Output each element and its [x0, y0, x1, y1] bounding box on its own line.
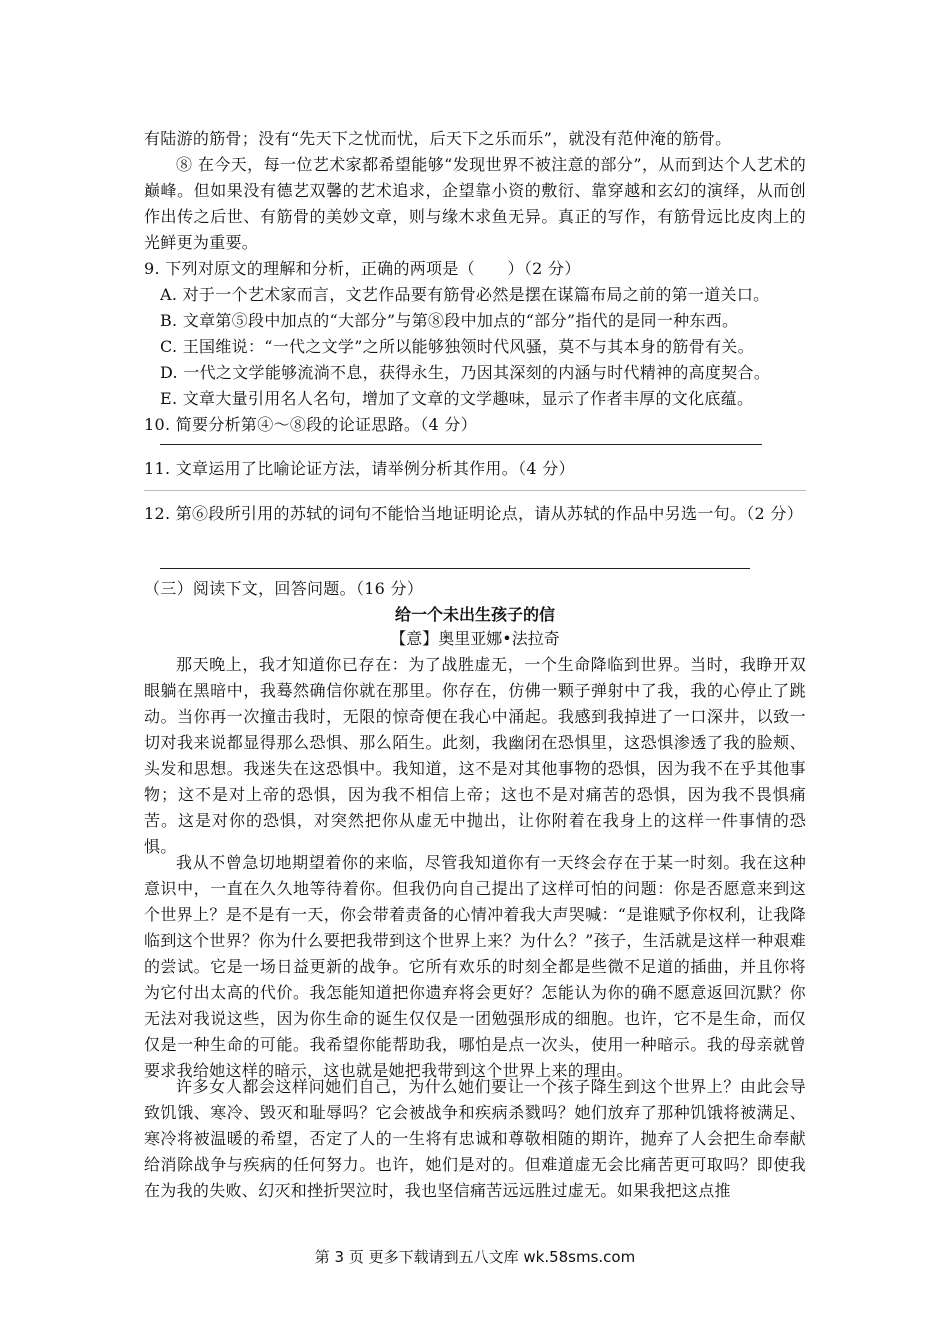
- article-paragraph-3: 许多女人都会这样问她们自己，为什么她们要让一个孩子降生到这个世界上？由此会导致饥饿、寒冷、毁灭和耻辱吗？它会被战争和疾病杀戮吗？她们放弃了那种饥饿将被满足、寒冷将被温暖的希望，否定了人的一生将有忠诚和尊敬相随的期许，抛弃了人会把生命奉献给消除战争与疾病的任何努力。也许，她们是对的。但难道虚无会比痛苦更可取吗？即使我在为我的失败、幻灭和挫折哭泣时，我也坚信痛苦远远胜过虚无。如果我把这点推: [144, 1077, 806, 1200]
- answer-line-q12: [160, 568, 750, 569]
- answer-line-q10: [160, 444, 762, 445]
- question-9: 9. 下列对原文的理解和分析，正确的两项是（ ）（2 分）: [144, 259, 581, 278]
- answer-line-q11: [144, 490, 806, 491]
- article-author: 【意】奥里亚娜•法拉奇: [390, 629, 560, 648]
- q9-option-a: A. 对于一个艺术家而言，文艺作品要有筋骨必然是摆在谋篇布局之前的第一道关口。: [160, 285, 770, 304]
- article-title: 给一个未出生孩子的信: [394, 605, 555, 624]
- question-10: 10. 简要分析第④～⑧段的论证思路。（4 分）: [144, 415, 477, 434]
- question-12: 12. 第⑥段所引用的苏轼的词句不能恰当地证明论点，请从苏轼的作品中另选一句。（2 分）: [144, 504, 803, 523]
- article-paragraph-2: 我从不曾急切地期望着你的来临，尽管我知道你有一天终会存在于某一时刻。我在这种意识中，一直在久久地等待着你。但我仍向自己提出了这样可怕的问题：你是否愿意来到这个世界上？是不是有一天，你会带着责备的心情冲着我大声哭喊：“是谁赋予你权利，让我降临到这个世界？你为什么要把我带到这个世界上来？为什么？”孩子，生活就是这样一种艰难的尝试。它是一场日益更新的战争。它所有欢乐的时刻全都是些微不足道的插曲，并且你将为它付出太高的代价。我怎能知道把你遗弃将会更好？怎能认为你的确不愿意返回沉默？你无法对我说这些，因为你生命的诞生仅仅是一团勉强形成的细胞。也许，它不是生命，而仅仅是一种生命的可能。我希望你能帮助我，哪怕是点一次头，使用一种暗示。我的母亲就曾要求我给她这样的暗示，这也就是她把我带到这个世界上来的理由。: [144, 853, 806, 1080]
- page-footer: 第 3 页 更多下载请到五八文库 wk.58sms.com: [314, 1248, 636, 1266]
- passage-line-continuation: 有陆游的筋骨；没有“先天下之忧而忧，后天下之乐而乐”，就没有范仲淹的筋骨。: [144, 129, 732, 148]
- q9-option-e: E. 文章大量引用名人名句，增加了文章的文学趣味，显示了作者丰厚的文化底蕴。: [160, 389, 754, 408]
- section-3-heading: （三）阅读下文，回答问题。（16 分）: [144, 579, 424, 598]
- article-paragraph-1: 那天晚上，我才知道你已存在：为了战胜虚无，一个生命降临到世界。当时，我睁开双眼躺在黑暗中，我蓦然确信你就在那里。你存在，仿佛一颗子弹射中了我，我的心停止了跳动。当你再一次撞击我时，无限的惊奇便在我心中涌起。我感到我掉进了一口深井，以致一切对我来说都显得那么恐惧、那么陌生。此刻，我幽闭在恐惧里，这恐惧渗透了我的脸颊、头发和思想。我迷失在这恐惧中。我知道，这不是对其他事物的恐惧，因为我不在乎其他事物；这不是对上帝的恐惧，因为我不相信上帝；这也不是对痛苦的恐惧，因为我不畏惧痛苦。这是对你的恐惧，对突然把你从虚无中抛出，让你附着在我身上的这样一件事情的恐惧。: [144, 655, 806, 856]
- passage-paragraph-8: ⑧ 在今天，每一位艺术家都希望能够“发现世界不被注意的部分”，从而到达个人艺术的巅峰。但如果没有德艺双馨的艺术追求，企望靠小资的敷衍、靠穿越和玄幻的演绎，从而创作出传之后世、有筋骨的美妙文章，则与缘木求鱼无异。真正的写作，有筋骨远比皮肉上的光鲜更为重要。: [144, 155, 806, 252]
- q9-option-b: B. 文章第⑤段中加点的“大部分”与第⑧段中加点的“部分”指代的是同一种东西。: [160, 311, 739, 330]
- question-11: 11. 文章运用了比喻论证方法，请举例分析其作用。（4 分）: [144, 459, 575, 478]
- q9-option-d: D. 一代之文学能够流淌不息，获得永生，乃因其深刻的内涵与时代精神的高度契合。: [160, 363, 771, 382]
- q9-option-c: C. 王国维说：“一代之文学”之所以能够独领时代风骚，莫不与其本身的筋骨有关。: [160, 337, 754, 356]
